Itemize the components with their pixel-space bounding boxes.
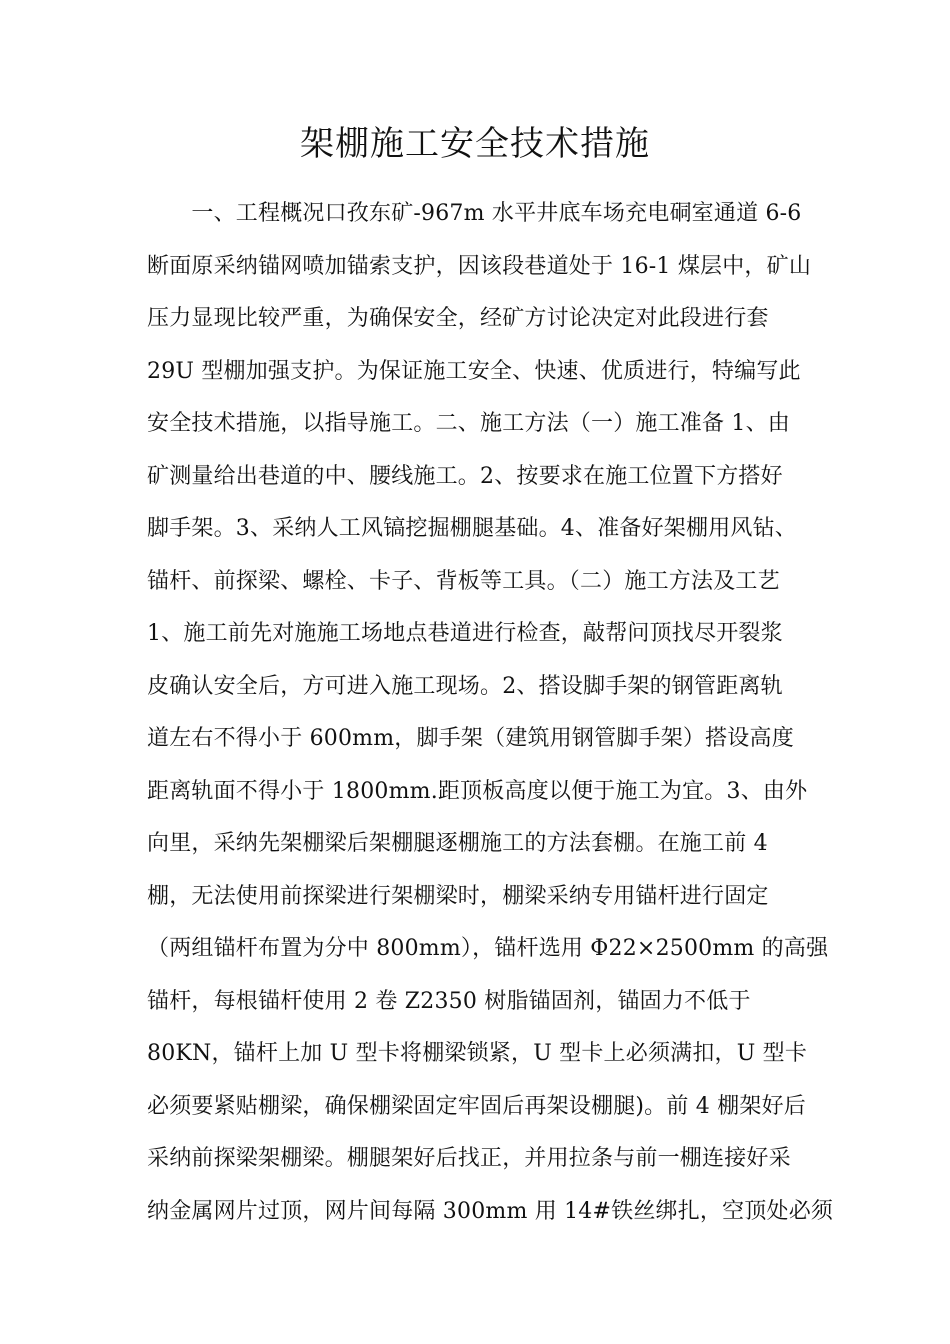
body-line: 道左右不得小于 600mm，脚手架（建筑用钢管脚手架）搭设高度 <box>147 726 794 751</box>
body-line: 80KN，锚杆上加 U 型卡将棚梁锁紧，U 型卡上必须满扣，U 型卡 <box>147 1041 808 1066</box>
body-line: 锚杆、前探梁、螺栓、卡子、背板等工具。（二）施工方法及工艺 <box>147 568 780 594</box>
body-line: 一、工程概况口孜东矿-967m 水平井底车场充电硐室通道 6-6 <box>147 201 802 226</box>
document-body <box>147 188 834 1238</box>
body-line: 锚杆，每根锚杆使用 2 卷 Z2350 树脂锚固剂，锚固力不低于 <box>147 988 751 1014</box>
document-title: 架棚施工安全技术措施 <box>300 124 650 164</box>
body-line: 皮确认安全后，方可进入施工现场。2、搭设脚手架的钢管距离轨 <box>147 673 783 699</box>
body-line: 必须要紧贴棚梁，确保棚梁固定牢固后再架设棚腿)。前 4 棚架好后 <box>147 1093 806 1119</box>
body-line: 矿测量给出巷道的中、腰线施工。2、按要求在施工位置下方搭好 <box>147 463 783 489</box>
body-line: 1、施工前先对施施工场地点巷道进行检查，敲帮问顶找尽开裂浆 <box>147 621 783 646</box>
body-line: 29U 型棚加强支护。为保证施工安全、快速、优质进行，特编写此 <box>147 358 801 384</box>
body-line: 采纳前探梁架棚梁。棚腿架好后找正，并用拉条与前一棚连接好采 <box>147 1146 791 1171</box>
body-line: 棚，无法使用前探梁进行架棚梁时，棚梁采纳专用锚杆进行固定 <box>147 883 769 909</box>
body-line: 距离轨面不得小于 1800mm.距顶板高度以便于施工为宜。3、由外 <box>147 778 808 804</box>
body-line: 断面原采纳锚网喷加锚索支护，因该段巷道处于 16-1 煤层中，矿山 <box>147 253 812 279</box>
body-line: （两组锚杆布置为分中 800mm），锚杆选用 Φ22×2500mm 的高强 <box>147 936 829 961</box>
body-line: 压力显现比较严重，为确保安全，经矿方讨论决定对此段进行套 <box>147 306 769 331</box>
body-line: 脚手架。3、采纳人工风镐挖掘棚腿基础。4、准备好架棚用风钻、 <box>147 516 797 541</box>
body-line: 向里，采纳先架棚梁后架棚腿逐棚施工的方法套棚。在施工前 4 <box>147 831 768 856</box>
body-line: 安全技术措施，以指导施工。二、施工方法（一）施工准备 1、由 <box>147 411 790 436</box>
body-line: 纳金属网片过顶，网片间每隔 300mm 用 14#铁丝绑扎，空顶处必须 <box>147 1198 834 1224</box>
